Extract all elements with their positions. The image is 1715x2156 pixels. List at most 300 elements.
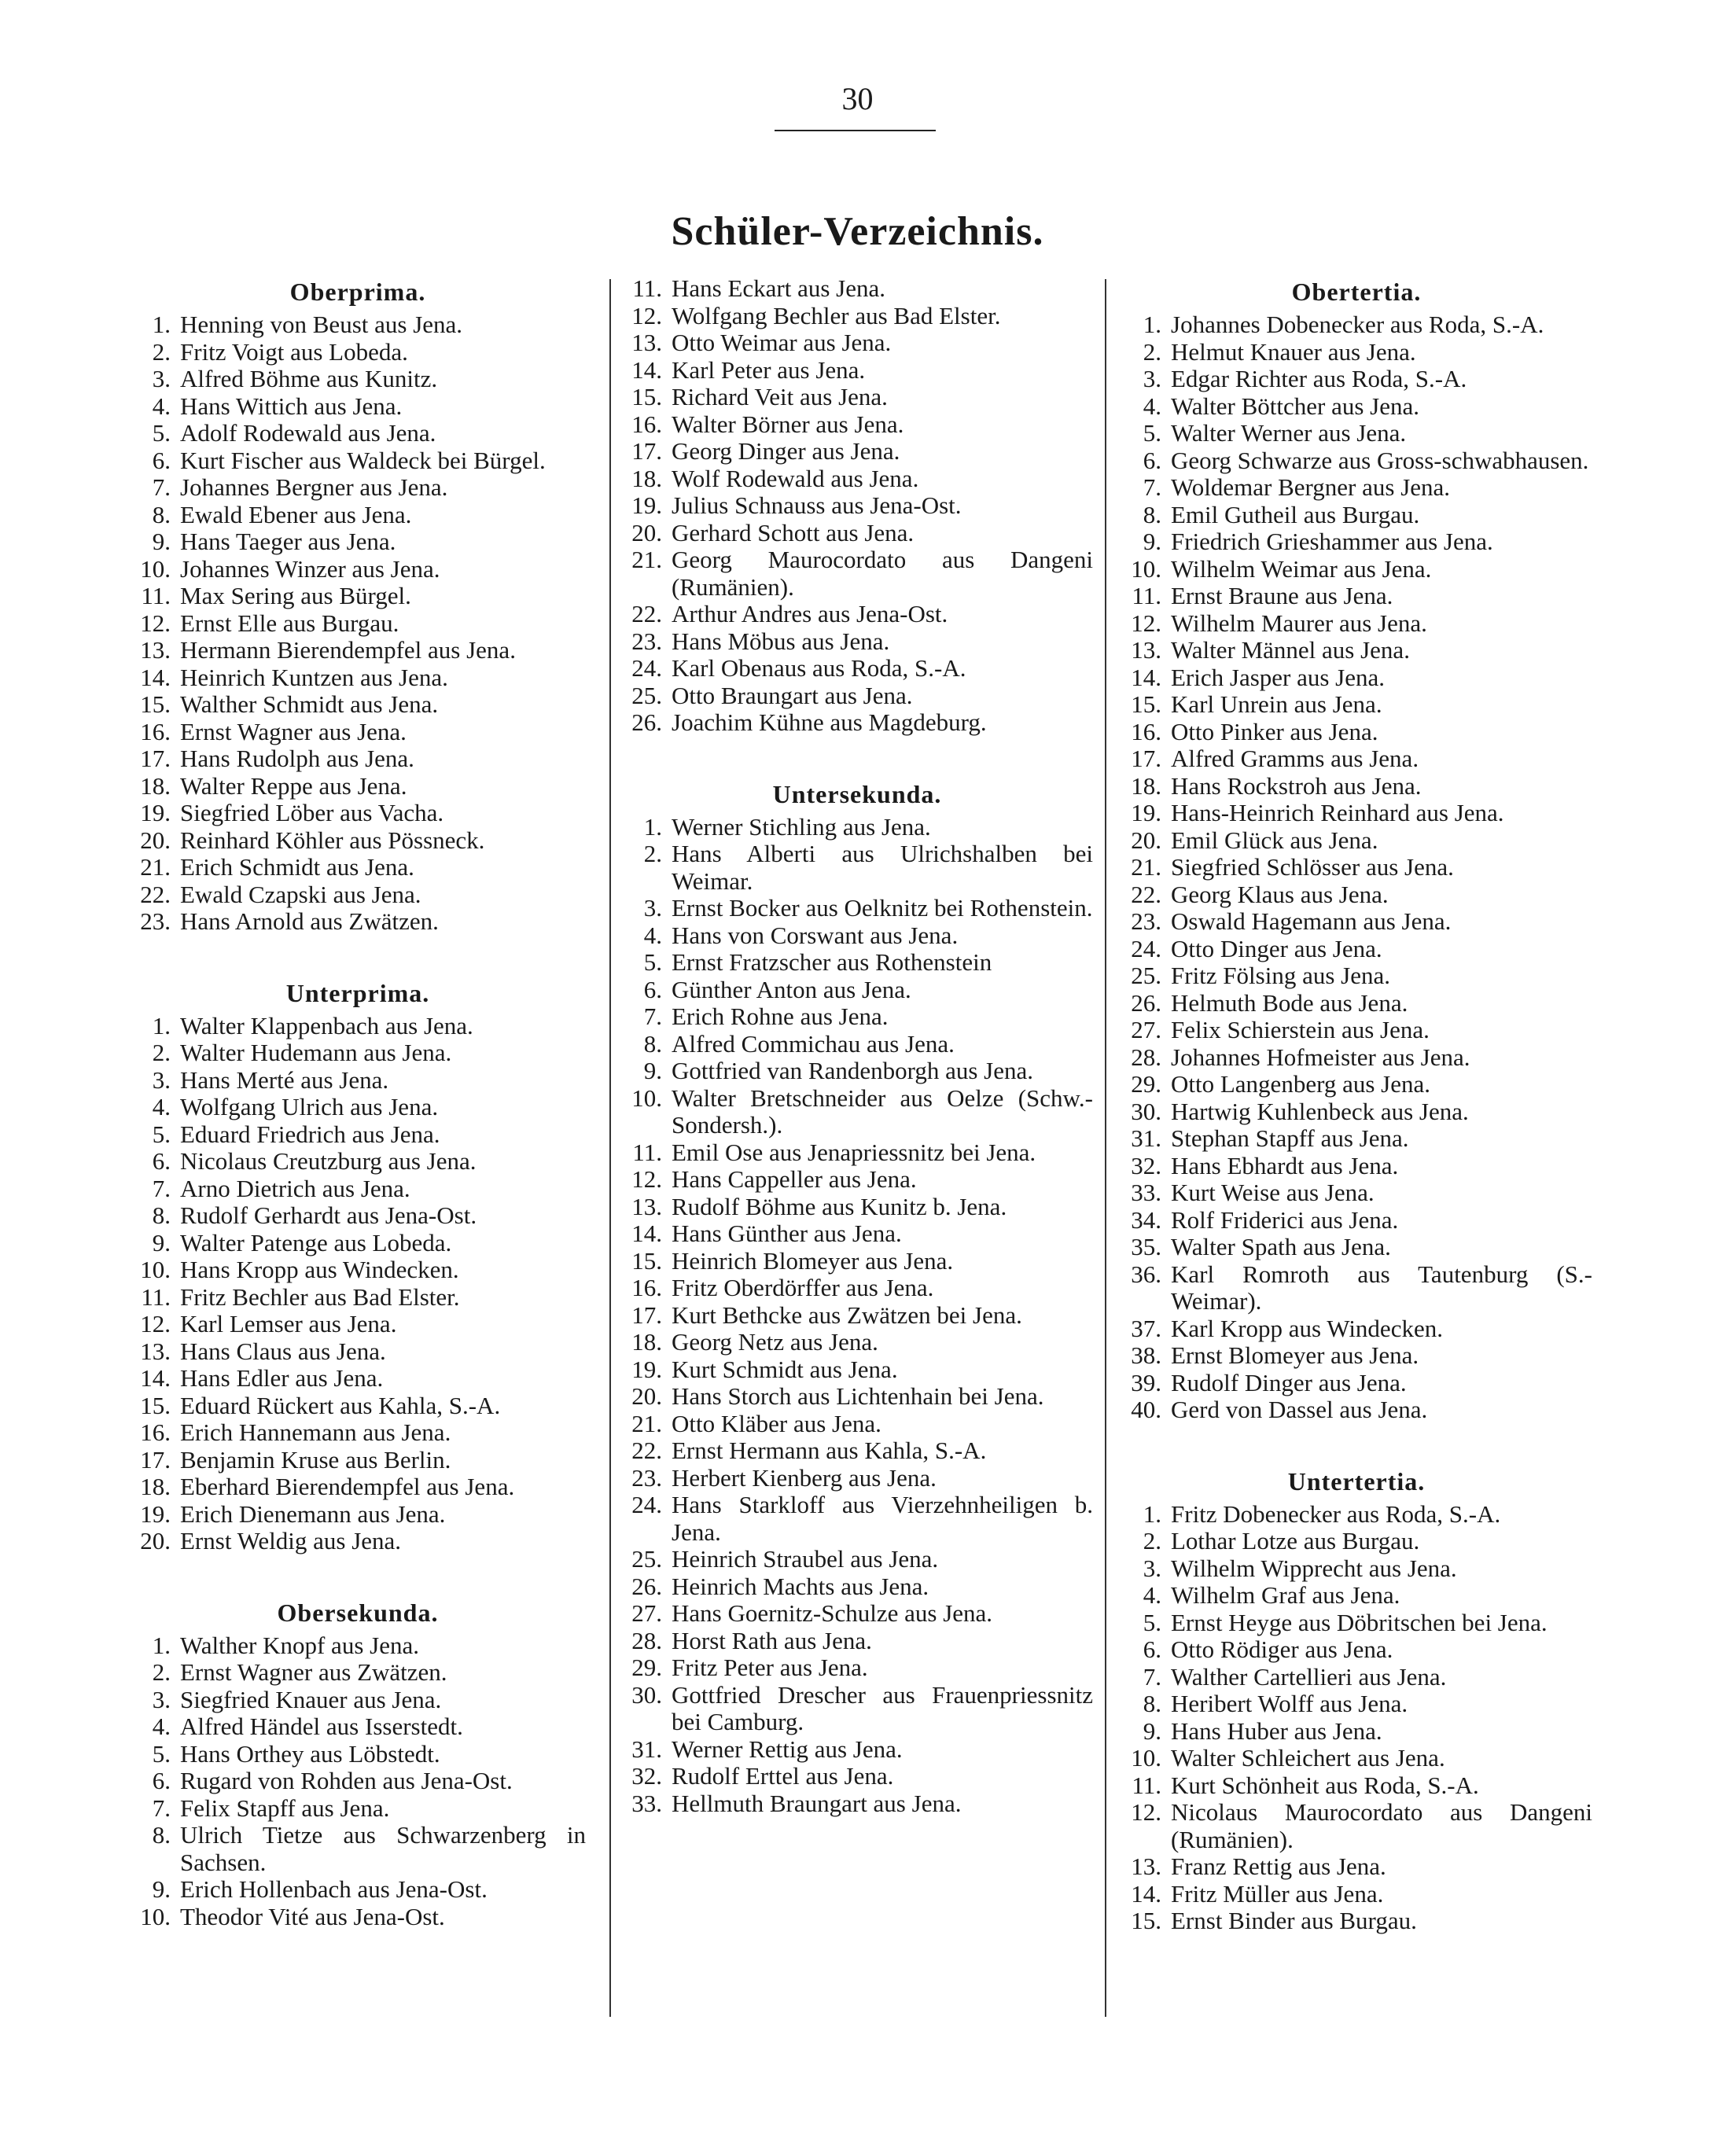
list-item bbox=[621, 465, 1093, 493]
entry-number: 16. bbox=[140, 1418, 171, 1446]
list-item bbox=[621, 1654, 1093, 1682]
entry-number: 13. bbox=[1131, 1852, 1161, 1880]
student-name: Alfred Gramms aus Jena. bbox=[1171, 745, 1419, 772]
entry-number: 11. bbox=[632, 274, 662, 302]
student-name: Siegfried Schlösser aus Jena. bbox=[1171, 853, 1454, 881]
student-name: Nicolaus Maurocordato aus Dangeni (Rumänien). bbox=[1171, 1798, 1592, 1853]
entry-number: 15. bbox=[1131, 690, 1161, 718]
student-name: Reinhard Köhler aus Pössneck. bbox=[180, 826, 485, 854]
list-item bbox=[1121, 1098, 1592, 1126]
student-name: Hans Günther aus Jena. bbox=[672, 1220, 902, 1247]
student-name: Georg Maurocordato aus Dangeni (Rumänien). bbox=[672, 546, 1093, 601]
student-name: Kurt Schönheit aus Roda, S.-A. bbox=[1171, 1771, 1479, 1799]
entry-number: 40. bbox=[1131, 1396, 1161, 1423]
list-item bbox=[621, 329, 1093, 357]
entry-number: 25. bbox=[631, 681, 662, 709]
list-item bbox=[130, 1528, 586, 1555]
list-item bbox=[621, 357, 1093, 384]
list-item bbox=[130, 908, 586, 936]
student-name: Helmut Knauer aus Jena. bbox=[1171, 337, 1416, 366]
entry-number: 17. bbox=[631, 1301, 662, 1329]
student-name: Otto Dinger aus Jena. bbox=[1171, 934, 1382, 962]
list-item bbox=[130, 1393, 586, 1420]
class-section bbox=[130, 275, 586, 936]
list-item bbox=[621, 1085, 1093, 1139]
list-item bbox=[1121, 1396, 1592, 1424]
entry-number: 2. bbox=[152, 1658, 171, 1686]
entry-number: 1. bbox=[643, 812, 662, 841]
entry-number: 17. bbox=[1131, 745, 1161, 772]
class-section bbox=[1121, 1465, 1592, 1935]
student-name: Ernst Heyge aus Döbritschen bei Jena. bbox=[1171, 1608, 1548, 1636]
student-name: Hans Claus aus Jena. bbox=[180, 1337, 386, 1365]
list-item bbox=[621, 1736, 1093, 1764]
entry-number: 2. bbox=[152, 1039, 171, 1066]
entry-number: 29. bbox=[1131, 1070, 1161, 1098]
list-item bbox=[1121, 962, 1592, 990]
student-name: Heinrich Machts aus Jena. bbox=[672, 1572, 929, 1600]
list-item bbox=[621, 1411, 1093, 1438]
list-item bbox=[621, 709, 1093, 737]
student-name: Nicolaus Creutzburg aus Jena. bbox=[180, 1147, 477, 1175]
student-name: Arno Dietrich aus Jena. bbox=[180, 1174, 410, 1202]
list-item bbox=[1121, 1153, 1592, 1180]
student-name: Wilhelm Graf aus Jena. bbox=[1171, 1581, 1400, 1609]
entry-number: 1. bbox=[1143, 311, 1161, 338]
entry-number: 14. bbox=[140, 1364, 171, 1392]
entry-number: 27. bbox=[1131, 1016, 1161, 1043]
list-item bbox=[130, 1284, 586, 1312]
entry-number: 2. bbox=[1143, 1527, 1161, 1554]
class-section bbox=[621, 778, 1093, 1818]
student-name: Hans Starkloff aus Vierzehnheiligen b. Jena. bbox=[672, 1491, 1093, 1546]
entry-number: 29. bbox=[631, 1654, 662, 1681]
list-item bbox=[1121, 1044, 1592, 1072]
student-name: Otto Langenberg aus Jena. bbox=[1171, 1070, 1430, 1098]
list-item bbox=[1121, 1234, 1592, 1261]
entry-number: 30. bbox=[1131, 1097, 1161, 1125]
list-item bbox=[130, 1904, 586, 1931]
entry-number: 11. bbox=[632, 1138, 662, 1166]
entry-number: 22. bbox=[1131, 880, 1161, 908]
entry-number: 13. bbox=[1131, 636, 1161, 664]
list-item bbox=[621, 1275, 1093, 1302]
student-name: Erich Dienemann aus Jena. bbox=[180, 1499, 446, 1528]
entry-number: 11. bbox=[1132, 1771, 1161, 1799]
student-name: Johannes Bergner aus Jena. bbox=[180, 473, 448, 501]
student-name: Walter Männel aus Jena. bbox=[1171, 636, 1410, 664]
student-name: Walter Hudemann aus Jena. bbox=[180, 1039, 452, 1066]
entry-number: 16. bbox=[1131, 717, 1161, 745]
entry-number: 10. bbox=[1131, 554, 1161, 583]
list-item bbox=[1121, 1745, 1592, 1772]
student-name: Walter Börner aus Jena. bbox=[672, 410, 904, 438]
list-item bbox=[1121, 393, 1592, 421]
entry-number: 20. bbox=[140, 1527, 171, 1554]
student-name: Kurt Bethcke aus Zwätzen bei Jena. bbox=[672, 1301, 1022, 1329]
list-item bbox=[621, 1031, 1093, 1058]
list-item bbox=[621, 384, 1093, 411]
student-name: Heinrich Kuntzen aus Jena. bbox=[180, 663, 448, 691]
list-item bbox=[130, 583, 586, 610]
entry-number: 25. bbox=[631, 1545, 662, 1573]
list-item bbox=[1121, 800, 1592, 827]
student-name: Rugard von Rohden aus Jena-Ost. bbox=[180, 1767, 513, 1794]
student-name: Gerhard Schott aus Jena. bbox=[672, 518, 915, 546]
student-name: Hans Merté aus Jena. bbox=[180, 1065, 389, 1094]
entry-number: 38. bbox=[1131, 1341, 1161, 1369]
entry-number: 7. bbox=[643, 1003, 662, 1030]
student-name: Rudolf Dinger aus Jena. bbox=[1171, 1368, 1407, 1396]
list-item bbox=[130, 1659, 586, 1687]
student-name: Kurt Weise aus Jena. bbox=[1171, 1179, 1375, 1206]
entry-number: 13. bbox=[140, 636, 171, 664]
entry-number: 25. bbox=[1131, 962, 1161, 989]
student-name: Georg Klaus aus Jena. bbox=[1171, 880, 1389, 908]
list-item bbox=[621, 1248, 1093, 1275]
list-item bbox=[130, 1094, 586, 1121]
entry-number: 4. bbox=[152, 1093, 171, 1120]
entry-number: 19. bbox=[631, 491, 662, 519]
class-heading: Obertertia. bbox=[1291, 278, 1422, 306]
entry-number: 9. bbox=[1143, 528, 1161, 555]
entry-number: 32. bbox=[1131, 1151, 1161, 1179]
list-item bbox=[621, 1220, 1093, 1248]
entry-number: 7. bbox=[1143, 473, 1161, 501]
list-item bbox=[130, 556, 586, 583]
student-name: Erich Rohne aus Jena. bbox=[672, 1003, 889, 1030]
list-item bbox=[1121, 366, 1592, 393]
list-item bbox=[1121, 745, 1592, 773]
entry-number: 5. bbox=[643, 948, 662, 976]
entry-number: 3. bbox=[152, 1685, 171, 1713]
student-name: Wolf Rodewald aus Jena. bbox=[672, 464, 919, 492]
list-item bbox=[1121, 447, 1592, 475]
entry-number: 28. bbox=[1131, 1043, 1161, 1071]
list-item bbox=[130, 1741, 586, 1768]
student-name: Herbert Kienberg aus Jena. bbox=[672, 1463, 937, 1492]
list-item bbox=[1121, 1718, 1592, 1746]
entry-number: 12. bbox=[631, 301, 662, 329]
student-name: Lothar Lotze aus Burgau. bbox=[1171, 1527, 1420, 1554]
page-title: Schüler-Verzeichnis. bbox=[671, 209, 1044, 254]
entry-number: 5. bbox=[152, 419, 171, 447]
entry-number: 4. bbox=[643, 921, 662, 949]
list-item bbox=[130, 311, 586, 339]
student-name: Hans Wittich aus Jena. bbox=[180, 392, 403, 420]
list-item bbox=[1121, 908, 1592, 936]
entry-number: 31. bbox=[631, 1735, 662, 1763]
entry-number: 6. bbox=[1143, 446, 1161, 474]
list-item bbox=[621, 1546, 1093, 1573]
list-item bbox=[621, 1356, 1093, 1384]
entry-number: 5. bbox=[152, 1739, 171, 1768]
student-name: Erich Schmidt aus Jena. bbox=[180, 853, 414, 881]
class-section bbox=[1121, 275, 1592, 1424]
entry-number: 12. bbox=[140, 1310, 171, 1337]
list-item bbox=[621, 1437, 1093, 1465]
list-item bbox=[130, 1447, 586, 1474]
list-item bbox=[130, 502, 586, 529]
student-name: Walter Patenge aus Lobeda. bbox=[180, 1228, 452, 1256]
student-name: Hans-Heinrich Reinhard aus Jena. bbox=[1171, 799, 1504, 826]
entry-number: 3. bbox=[643, 894, 662, 922]
entry-number: 7. bbox=[152, 473, 171, 501]
student-name: Richard Veit aus Jena. bbox=[672, 383, 888, 410]
entry-number: 6. bbox=[1143, 1635, 1161, 1663]
student-name: Ernst Braune aus Jena. bbox=[1171, 582, 1393, 609]
entry-number: 37. bbox=[1131, 1314, 1161, 1342]
entry-number: 17. bbox=[140, 1445, 171, 1474]
student-name: Stephan Stapff aus Jena. bbox=[1171, 1124, 1409, 1152]
entry-number: 3. bbox=[1143, 365, 1161, 392]
student-name: Heribert Wolff aus Jena. bbox=[1171, 1690, 1408, 1717]
student-name: Wolfgang Bechler aus Bad Elster. bbox=[672, 301, 1001, 329]
list-item bbox=[130, 637, 586, 664]
list-item bbox=[1121, 583, 1592, 610]
entry-number: 2. bbox=[152, 337, 171, 366]
list-item bbox=[1121, 1179, 1592, 1207]
student-name: Ernst Bocker aus Oelknitz bei Rothenstein. bbox=[672, 894, 1093, 922]
entry-number: 6. bbox=[152, 446, 171, 474]
entry-number: 28. bbox=[631, 1626, 662, 1654]
list-item bbox=[130, 1501, 586, 1529]
list-item bbox=[621, 1492, 1093, 1546]
class-section bbox=[130, 1596, 586, 1931]
entry-number: 6. bbox=[152, 1767, 171, 1794]
student-name: Max Sering aus Bürgel. bbox=[180, 582, 411, 609]
entry-number: 12. bbox=[140, 609, 171, 637]
entry-number: 11. bbox=[141, 1282, 171, 1311]
list-item bbox=[130, 1256, 586, 1284]
student-name: Georg Dinger aus Jena. bbox=[672, 437, 900, 465]
list-item bbox=[130, 1230, 586, 1257]
student-name: Otto Pinker aus Jena. bbox=[1171, 717, 1378, 745]
entry-number: 10. bbox=[140, 1256, 171, 1283]
entry-number: 12. bbox=[1131, 609, 1161, 637]
list-item bbox=[1121, 528, 1592, 556]
student-name: Henning von Beust aus Jena. bbox=[180, 311, 463, 338]
student-name: Felix Schierstein aus Jena. bbox=[1171, 1016, 1430, 1043]
student-name: Karl Unrein aus Jena. bbox=[1171, 690, 1382, 718]
student-name: Oswald Hagemann aus Jena. bbox=[1171, 907, 1452, 935]
list-item bbox=[1121, 1636, 1592, 1664]
student-name: Fritz Oberdörffer aus Jena. bbox=[672, 1274, 934, 1301]
entry-number: 10. bbox=[140, 1902, 171, 1930]
student-name: Rudolf Erttel aus Jena. bbox=[672, 1762, 894, 1790]
student-name: Hermann Bierendempfel aus Jena. bbox=[180, 636, 516, 664]
entry-number: 18. bbox=[140, 1473, 171, 1500]
list-item bbox=[130, 1039, 586, 1067]
student-name: Rolf Friderici aus Jena. bbox=[1171, 1205, 1399, 1234]
student-name: Wilhelm Wipprecht aus Jena. bbox=[1171, 1554, 1457, 1582]
class-heading: Unterprima. bbox=[285, 978, 430, 1007]
list-item bbox=[130, 1419, 586, 1447]
entry-number: 16. bbox=[631, 1274, 662, 1301]
entry-number: 22. bbox=[140, 880, 171, 908]
list-item bbox=[621, 949, 1093, 977]
student-name: Karl Peter aus Jena. bbox=[672, 355, 866, 384]
student-name: Hans Kropp aus Windecken. bbox=[180, 1256, 459, 1283]
column-divider bbox=[609, 279, 611, 2017]
list-item bbox=[130, 1013, 586, 1040]
student-name: Rudolf Böhme aus Kunitz b. Jena. bbox=[672, 1192, 1007, 1220]
entry-number: 35. bbox=[1131, 1233, 1161, 1260]
student-name: Arthur Andres aus Jena-Ost. bbox=[672, 600, 948, 627]
student-name: Otto Weimar aus Jena. bbox=[672, 329, 892, 356]
list-item bbox=[621, 1383, 1093, 1411]
entry-number: 26. bbox=[631, 708, 662, 736]
student-name: Walter Bretschneider aus Oelze (Schw.-Sondersh.). bbox=[672, 1084, 1093, 1139]
student-name: Erich Hollenbach aus Jena-Ost. bbox=[180, 1875, 488, 1903]
entry-number: 33. bbox=[1131, 1179, 1161, 1206]
student-name: Hans Möbus aus Jena. bbox=[672, 627, 890, 655]
list-item bbox=[130, 474, 586, 502]
list-item bbox=[130, 1687, 586, 1714]
list-item bbox=[1121, 719, 1592, 746]
entry-number: 9. bbox=[1143, 1716, 1161, 1745]
student-name: Gottfried van Randenborgh aus Jena. bbox=[672, 1057, 1034, 1084]
list-item bbox=[621, 682, 1093, 710]
entry-number: 9. bbox=[643, 1057, 662, 1084]
list-item bbox=[1121, 474, 1592, 502]
entry-number: 1. bbox=[152, 1631, 171, 1659]
list-item bbox=[621, 1573, 1093, 1601]
student-name: Hans Cappeller aus Jena. bbox=[672, 1165, 917, 1193]
list-item bbox=[1121, 1342, 1592, 1370]
student-name: Wilhelm Maurer aus Jena. bbox=[1171, 609, 1427, 637]
student-name: Ernst Hermann aus Kahla, S.-A. bbox=[672, 1437, 987, 1464]
list-item bbox=[130, 1365, 586, 1393]
list-item bbox=[621, 1194, 1093, 1221]
list-item bbox=[130, 339, 586, 366]
student-name: Hans Eckart aus Jena. bbox=[672, 274, 886, 302]
list-item bbox=[1121, 420, 1592, 447]
entry-number: 19. bbox=[631, 1355, 662, 1383]
list-item bbox=[130, 1338, 586, 1366]
list-item bbox=[1121, 1799, 1592, 1853]
list-item bbox=[130, 1121, 586, 1149]
entry-number: 21. bbox=[631, 546, 662, 573]
entry-number: 17. bbox=[631, 437, 662, 465]
student-name: Walter Spath aus Jena. bbox=[1171, 1233, 1391, 1260]
entry-number: 11. bbox=[1132, 582, 1161, 609]
list-item bbox=[1121, 664, 1592, 692]
entry-number: 22. bbox=[631, 600, 662, 627]
entry-number: 14. bbox=[1131, 1879, 1161, 1908]
entry-number: 2. bbox=[643, 840, 662, 867]
column-left bbox=[130, 275, 586, 1971]
student-name: Gottfried Drescher aus Frauenpriessnitz bei Camburg. bbox=[672, 1680, 1093, 1735]
student-name: Ewald Ebener aus Jena. bbox=[180, 500, 412, 528]
student-name: Walther Knopf aus Jena. bbox=[180, 1631, 419, 1659]
entry-number: 15. bbox=[631, 383, 662, 410]
student-name: Georg Netz aus Jena. bbox=[672, 1328, 878, 1356]
student-name: Emil Ose aus Jenapriessnitz bei Jena. bbox=[672, 1138, 1036, 1166]
list-item bbox=[130, 528, 586, 556]
list-item bbox=[1121, 1315, 1592, 1343]
list-item bbox=[621, 520, 1093, 547]
student-name: Fritz Fölsing aus Jena. bbox=[1171, 962, 1390, 989]
list-item bbox=[621, 1465, 1093, 1492]
list-item bbox=[1121, 1853, 1592, 1881]
student-name: Helmuth Bode aus Jena. bbox=[1171, 988, 1408, 1017]
list-item bbox=[621, 1166, 1093, 1194]
entry-number: 18. bbox=[1131, 771, 1161, 800]
entry-number: 23. bbox=[631, 627, 662, 655]
student-name: Benjamin Kruse aus Berlin. bbox=[180, 1445, 451, 1474]
student-name: Karl Lemser aus Jena. bbox=[180, 1310, 397, 1337]
student-name: Ernst Blomeyer aus Jena. bbox=[1171, 1341, 1419, 1369]
page-number: 30 bbox=[841, 81, 874, 116]
list-item bbox=[621, 1628, 1093, 1655]
entry-number: 20. bbox=[631, 1382, 662, 1410]
list-item bbox=[130, 1632, 586, 1660]
student-name: Hans Taeger aus Jena. bbox=[180, 528, 396, 555]
entry-number: 14. bbox=[140, 663, 171, 691]
class-heading: Oberprima. bbox=[289, 278, 426, 306]
entry-number: 26. bbox=[1131, 988, 1161, 1017]
list-item bbox=[621, 1302, 1093, 1330]
list-item bbox=[1121, 637, 1592, 664]
entry-number: 4. bbox=[1143, 1581, 1161, 1609]
student-name: Edgar Richter aus Roda, S.-A. bbox=[1171, 365, 1467, 392]
list-item bbox=[130, 745, 586, 773]
student-name: Heinrich Blomeyer aus Jena. bbox=[672, 1246, 954, 1275]
entry-number: 14. bbox=[631, 355, 662, 384]
student-name: Siegfried Löber aus Vacha. bbox=[180, 799, 444, 826]
list-item bbox=[1121, 1528, 1592, 1555]
list-item bbox=[130, 827, 586, 855]
student-name: Werner Stichling aus Jena. bbox=[672, 812, 931, 841]
entry-number: 3. bbox=[1143, 1554, 1161, 1582]
list-item bbox=[1121, 502, 1592, 529]
student-name: Fritz Müller aus Jena. bbox=[1171, 1879, 1384, 1908]
student-name: Hans Rockstroh aus Jena. bbox=[1171, 771, 1422, 800]
list-item bbox=[1121, 691, 1592, 719]
student-name: Hellmuth Braungart aus Jena. bbox=[672, 1789, 962, 1817]
student-name: Heinrich Straubel aus Jena. bbox=[672, 1545, 939, 1573]
list-item bbox=[621, 275, 1093, 303]
entry-number: 1. bbox=[152, 311, 171, 338]
list-item bbox=[1121, 1370, 1592, 1397]
student-name: Johannes Dobenecker aus Roda, S.-A. bbox=[1171, 311, 1544, 338]
student-name: Hartwig Kuhlenbeck aus Jena. bbox=[1171, 1097, 1469, 1125]
entry-number: 10. bbox=[1131, 1744, 1161, 1772]
entry-number: 10. bbox=[631, 1084, 662, 1112]
entry-number: 21. bbox=[1131, 853, 1161, 881]
student-name: Walther Cartellieri aus Jena. bbox=[1171, 1662, 1447, 1691]
entry-number: 8. bbox=[643, 1029, 662, 1058]
entry-number: 24. bbox=[631, 1491, 662, 1518]
list-item bbox=[1121, 881, 1592, 909]
list-item bbox=[1121, 1772, 1592, 1800]
entry-number: 7. bbox=[152, 1794, 171, 1822]
student-name: Otto Rödiger aus Jena. bbox=[1171, 1635, 1393, 1663]
student-name: Johannes Winzer aus Jena. bbox=[180, 554, 440, 583]
list-item bbox=[1121, 1261, 1592, 1315]
entry-number: 5. bbox=[1143, 419, 1161, 447]
list-item bbox=[130, 1311, 586, 1338]
list-item bbox=[621, 411, 1093, 439]
entry-number: 14. bbox=[631, 1220, 662, 1247]
list-item bbox=[621, 1003, 1093, 1031]
list-item bbox=[621, 814, 1093, 841]
entry-number: 13. bbox=[631, 1192, 662, 1220]
entry-number: 30. bbox=[631, 1680, 662, 1709]
student-name: Otto Kläber aus Jena. bbox=[672, 1409, 881, 1437]
student-name: Ernst Wagner aus Jena. bbox=[180, 717, 407, 745]
